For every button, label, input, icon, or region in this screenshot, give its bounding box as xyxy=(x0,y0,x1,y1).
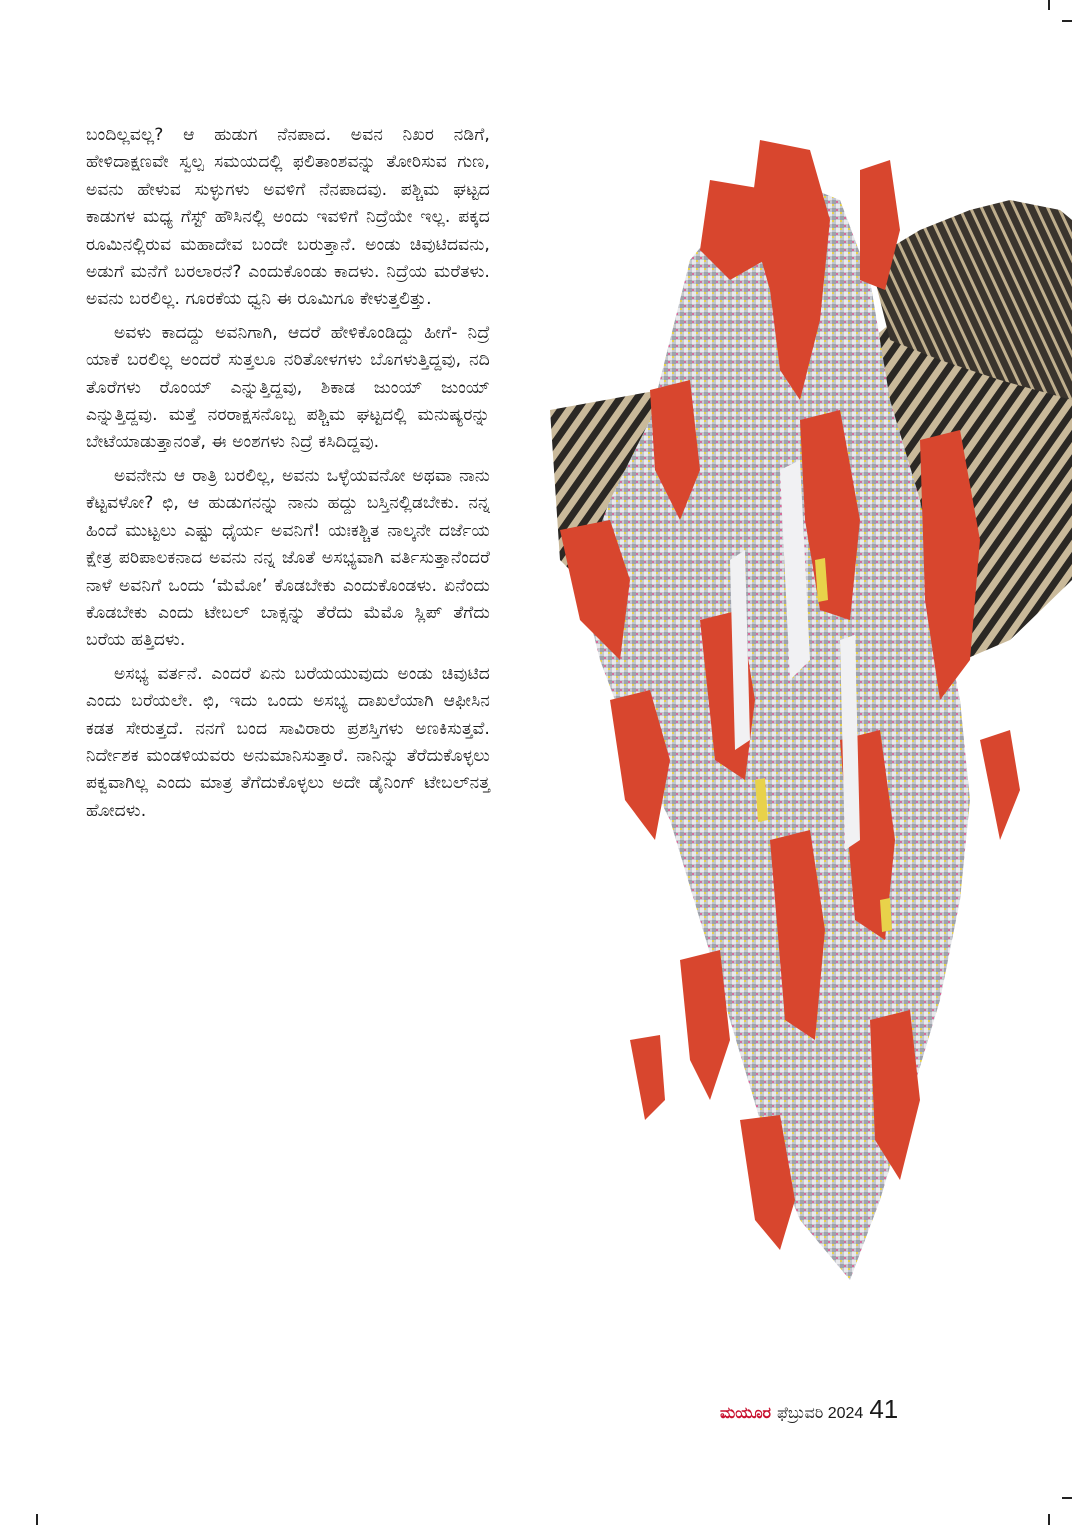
magazine-brand-logo: ಮಯೂರ xyxy=(720,1403,772,1422)
article-paragraph: ಅವಳು ಕಾದದ್ದು ಅವನಿಗಾಗಿ, ಆದರೆ ಹೇಳಿಕೊಂಡಿದ್ದು ಹೀಗೆ- ನಿದ್ರೆ ಯಾಕೆ ಬರಲಿಲ್ಲ ಅಂದರೆ ಸುತ್ತಲೂ ನರಿತೋಳಗಳು ಬೊಗಳುತ್ತಿದ್ದವು, ನದಿ ತೊರೆಗಳು ರೊಂಯ್ ಎನ್ನುತ್ತಿದ್ದವು, ಶಿಕಾಡ ಜುಂಯ್ ಜುಂಯ್ ಎನ್ನುತ್ತಿದ್ದವು. ಮತ್ತೆ ನರರಾಕ್ಷಸನೊಬ್ಬ ಪಶ್ಚಿಮ ಘಟ್ಟದಲ್ಲಿ ಮನುಷ್ಯರನ್ನು ಬೇಟೆಯಾಡುತ್ತಾನಂತೆ, ಈ ಅಂಶಗಳು ನಿದ್ರೆ ಕಸಿದಿದ್ದವು. xyxy=(86,322,490,453)
article-paragraph: ಅವನೇನು ಆ ರಾತ್ರಿ ಬರಲಿಲ್ಲ, ಅವನು ಒಳ್ಳೆಯವನೋ ಅಥವಾ ನಾನು ಕೆಟ್ಟವಳೋ? ಛಿ, ಆ ಹುಡುಗನನ್ನು ನಾನು ಹದ್ದು ಬಸ್ತಿನಲ್ಲಿಡಬೇಕು. ನನ್ನ ಹಿಂದೆ ಮುಟ್ಟಲು ಎಷ್ಟು ಧೈರ್ಯ ಅವನಿಗೆ! ಯಃಕಶ್ಚಿತ ನಾಲ್ಕನೇ ದರ್ಜೆಯ ಕ್ಷೇತ್ರ ಪರಿಪಾಲಕನಾದ ಅವನು ನನ್ನ ಜೊತೆ ಅಸಭ್ಯವಾಗಿ ವರ್ತಿಸುತ್ತಾನೆಂದರೆ ನಾಳೆ ಅವನಿಗೆ ಒಂದು ‘ಮೆಮೋ’ ಕೊಡಬೇಕು ಎಂದುಕೊಂಡಳು. ಏನೆಂದು ಕೊಡಬೇಕು ಎಂದು ಟೇಬಲ್ ಬಾಕ್ಸನ್ನು ತೆರೆದು ಮೆಮೊ ಸ್ಲಿಪ್ ತೆಗೆದು ಬರೆಯ ಹತ್ತಿದಳು. xyxy=(86,465,490,651)
crop-mark-right-lower xyxy=(1062,1497,1072,1499)
issue-date: ಫೆಬ್ರುವರಿ 2024 xyxy=(777,1405,864,1422)
crop-mark-right-upper xyxy=(1062,20,1072,22)
page-footer xyxy=(720,1394,980,1428)
red-stroke xyxy=(980,730,1020,840)
article-paragraph: ಅಸಭ್ಯ ವರ್ತನೆ. ಎಂದರೆ ಏನು ಬರೆಯಯುವುದು ಅಂಡು ಚಿವುಟಿದ ಎಂದು ಬರೆಯಲೇ. ಛಿ, ಇದು ಒಂದು ಅಸಭ್ಯ ದಾಖಲೆಯಾಗಿ ಆಫೀಸಿನ ಕಡತ ಸೇರುತ್ತದೆ. ನನಗೆ ಬಂದ ಸಾವಿರಾರು ಪ್ರಶಸ್ತಿಗಳು ಅಣಕಿಸುತ್ತವೆ. ನಿರ್ದೇಶಕ ಮಂಡಳಿಯವರು ಅನುಮಾನಿಸುತ್ತಾರೆ. ನಾನಿನ್ನು ತೆರೆದುಕೊಳ್ಳಲು ಪಕ್ವವಾಗಿಲ್ಲ ಎಂದು ಮಾತ್ರ ತೆಗೆದುಕೊಳ್ಳಲು ಅದೇ ಡೈನಿಂಗ್ ಟೇಬಲ್‌ನತ್ತ ಹೋದಳು. xyxy=(86,663,490,821)
crop-mark-bottom-left xyxy=(36,1514,38,1525)
red-stroke xyxy=(680,950,730,1100)
article-paragraph: ಬಂದಿಲ್ಲವಲ್ಲ? ಆ ಹುಡುಗ ನೆನಪಾದ. ಅವನ ನಿಖರ ನಡಿಗೆ, ಹೇಳಿದಾಕ್ಷಣವೇ ಸ್ವಲ್ಪ ಸಮಯದಲ್ಲಿ ಫಲಿತಾಂಶವನ್ನು ತೋರಿಸುವ ಗುಣ, ಅವನು ಹೇಳುವ ಸುಳ್ಳುಗಳು ಅವಳಿಗೆ ನೆನಪಾದವು. ಪಶ್ಚಿಮ ಘಟ್ಟದ ಕಾಡುಗಳ ಮಧ್ಯ ಗೆಸ್ಟ್ ಹೌಸಿನಲ್ಲಿ ಅಂದು ಇವಳಿಗೆ ನಿದ್ರೆಯೇ ಇಲ್ಲ. ಪಕ್ಕದ ರೂಮಿನಲ್ಲಿರುವ ಮಹಾದೇವ ಬಂದೇ ಬರುತ್ತಾನೆ. ಅಂಡು ಚಿವುಟಿದವನು, ಅಡುಗೆ ಮನೆಗೆ ಬರಲಾರನೆ? ಎಂದುಕೊಂಡು ಕಾದಳು. ನಿದ್ರೆಯ ಮರೆತಳು. ಅವನು ಬರಲಿಲ್ಲ. ಗೂರಕೆಯ ಧ್ವನಿ ಈ ರೂಮಿಗೂ ಕೇಳುತ್ತಲಿತ್ತು. xyxy=(86,125,490,310)
yellow-speck xyxy=(880,898,892,932)
page-number: 41 xyxy=(869,1394,899,1424)
red-stroke xyxy=(630,1035,665,1120)
crop-mark-bottom-right xyxy=(1048,1514,1050,1525)
crop-mark-top-right xyxy=(1048,0,1050,10)
article-column xyxy=(86,122,490,825)
abstract-illustration xyxy=(540,140,1072,1300)
